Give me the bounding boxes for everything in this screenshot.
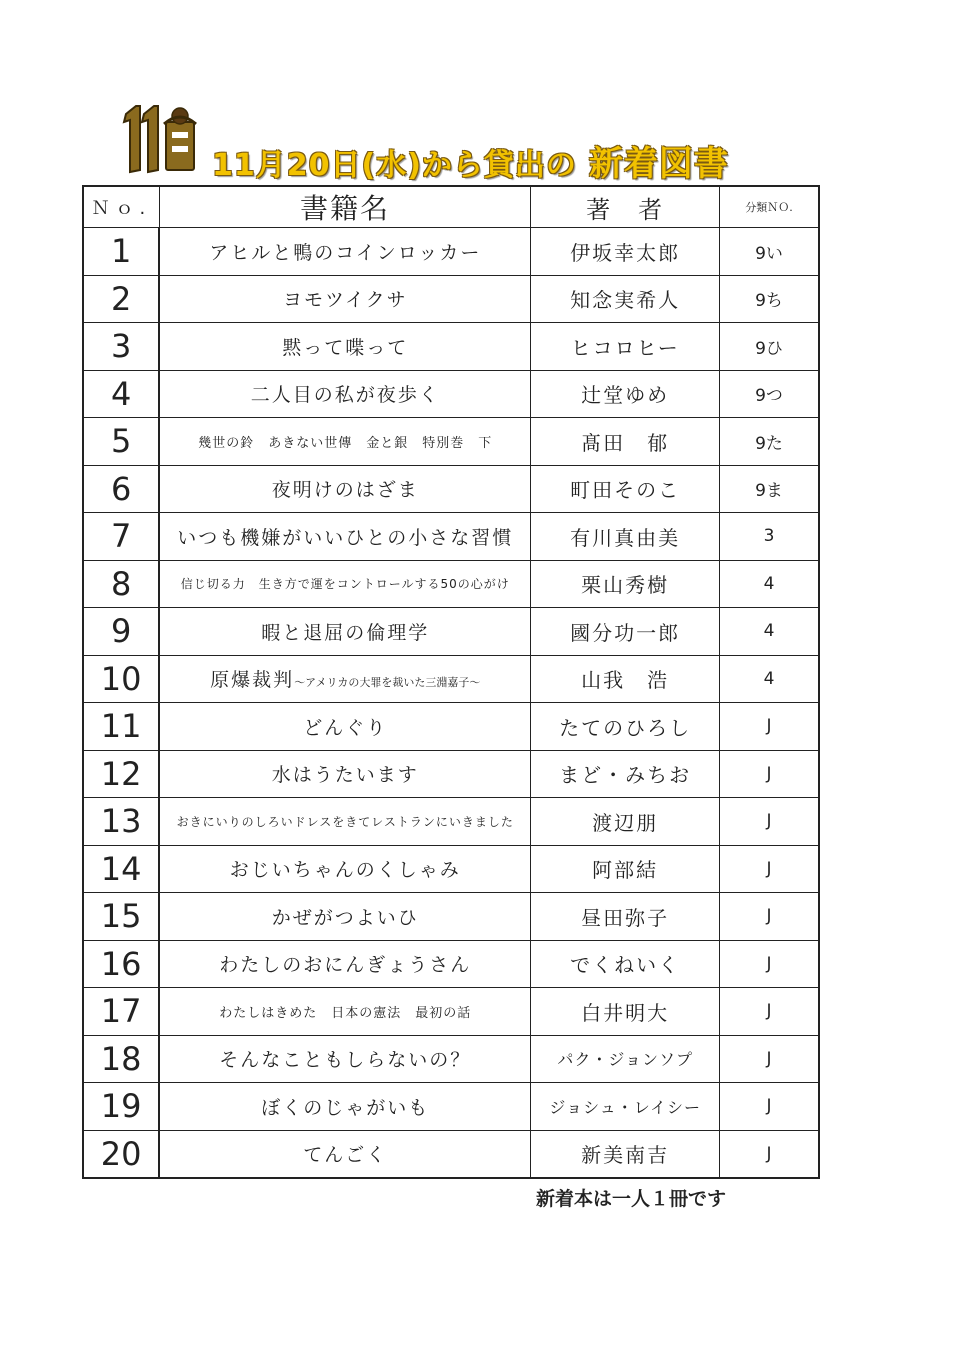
row-no: 15 bbox=[83, 893, 159, 941]
row-no: 11 bbox=[83, 703, 159, 751]
book-author: 伊坂幸太郎 bbox=[531, 228, 720, 276]
book-class: J bbox=[720, 798, 819, 846]
table-row bbox=[83, 465, 819, 513]
table-row bbox=[83, 703, 819, 751]
book-author: 町田そのこ bbox=[531, 465, 720, 513]
table-row bbox=[83, 1130, 819, 1178]
book-class: J bbox=[720, 1130, 819, 1178]
book-title: てんごく bbox=[159, 1130, 531, 1178]
book-class: 9ま bbox=[720, 465, 819, 513]
book-class: 4 bbox=[720, 655, 819, 703]
book-title: いつも機嫌がいいひとの小さな習慣 bbox=[159, 513, 531, 561]
row-no: 16 bbox=[83, 940, 159, 988]
book-class: J bbox=[720, 845, 819, 893]
header-author: 著 者 bbox=[531, 186, 720, 228]
book-class: 4 bbox=[720, 608, 819, 656]
new-books-table bbox=[82, 185, 820, 1179]
row-no: 1 bbox=[83, 228, 159, 276]
table-row bbox=[83, 275, 819, 323]
page-title bbox=[212, 136, 729, 184]
book-author: パク・ジョンソプ bbox=[531, 1035, 720, 1083]
book-class: 4 bbox=[720, 560, 819, 608]
book-class: J bbox=[720, 988, 819, 1036]
book-author: 白井明大 bbox=[531, 988, 720, 1036]
table-row bbox=[83, 845, 819, 893]
table-row bbox=[83, 1083, 819, 1131]
book-title: わたしのおにんぎょうさん bbox=[159, 940, 531, 988]
row-no: 18 bbox=[83, 1035, 159, 1083]
book-title: ヨモツイクサ bbox=[159, 275, 531, 323]
row-no: 19 bbox=[83, 1083, 159, 1131]
book-author: たてのひろし bbox=[531, 703, 720, 751]
book-class: 9ひ bbox=[720, 323, 819, 371]
book-author: でくねいく bbox=[531, 940, 720, 988]
row-no: 7 bbox=[83, 513, 159, 561]
row-no: 14 bbox=[83, 845, 159, 893]
book-class: 9つ bbox=[720, 370, 819, 418]
book-author: 山我 浩 bbox=[531, 655, 720, 703]
table-row bbox=[83, 893, 819, 941]
book-title: おきにいりのしろいドレスをきてレストランにいきました bbox=[159, 798, 531, 846]
book-title: ぼくのじゃがいも bbox=[159, 1083, 531, 1131]
row-no: 4 bbox=[83, 370, 159, 418]
table-row bbox=[83, 418, 819, 466]
header-title: 書籍名 bbox=[159, 186, 531, 228]
book-title: 夜明けのはざま bbox=[159, 465, 531, 513]
table-row bbox=[83, 1035, 819, 1083]
book-title: 二人目の私が夜歩く bbox=[159, 370, 531, 418]
table-row bbox=[83, 370, 819, 418]
book-author: 昼田弥子 bbox=[531, 893, 720, 941]
book-title: アヒルと鴨のコインロッカー bbox=[159, 228, 531, 276]
book-title: 暇と退屈の倫理学 bbox=[159, 608, 531, 656]
book-title: 原爆裁判 bbox=[210, 669, 295, 692]
table-row bbox=[83, 560, 819, 608]
table-row bbox=[83, 608, 819, 656]
table-row bbox=[83, 323, 819, 371]
book-author: ジョシュ・レイシー bbox=[531, 1083, 720, 1131]
footer-note: 新着本は一人１冊です bbox=[536, 1188, 727, 1210]
row-no: 13 bbox=[83, 798, 159, 846]
book-class: J bbox=[720, 940, 819, 988]
book-class: 9た bbox=[720, 418, 819, 466]
header-class: 分類ＮＯ. bbox=[720, 186, 819, 228]
book-title: おじいちゃんのくしゃみ bbox=[159, 845, 531, 893]
book-title: 幾世の鈴 あきない世傳 金と銀 特別巻 下 bbox=[159, 418, 531, 466]
table-row bbox=[83, 228, 819, 276]
row-no: 8 bbox=[83, 560, 159, 608]
month-logo bbox=[120, 100, 200, 178]
book-class: 3 bbox=[720, 513, 819, 561]
title-main: 新着図書 bbox=[588, 144, 729, 184]
row-no: 20 bbox=[83, 1130, 159, 1178]
table-row bbox=[83, 988, 819, 1036]
book-title: 水はうたいます bbox=[159, 750, 531, 798]
book-subtitle: ～アメリカの大罪を裁いた三淵嘉子～ bbox=[294, 676, 481, 690]
table-header-row bbox=[83, 186, 819, 228]
book-author: 辻堂ゆめ bbox=[531, 370, 720, 418]
book-title: どんぐり bbox=[159, 703, 531, 751]
row-no: 6 bbox=[83, 465, 159, 513]
book-class: J bbox=[720, 750, 819, 798]
row-no: 3 bbox=[83, 323, 159, 371]
table-row bbox=[83, 750, 819, 798]
table-row bbox=[83, 940, 819, 988]
book-author: まど・みちお bbox=[531, 750, 720, 798]
book-class: J bbox=[720, 703, 819, 751]
row-no: 10 bbox=[83, 655, 159, 703]
book-author: 栗山秀樹 bbox=[531, 560, 720, 608]
book-author: 有川真由美 bbox=[531, 513, 720, 561]
table-row bbox=[83, 655, 819, 703]
book-author: 渡辺朋 bbox=[531, 798, 720, 846]
book-author: ヒコロヒー bbox=[531, 323, 720, 371]
book-title: そんなこともしらないの？ bbox=[159, 1035, 531, 1083]
book-title: 信じ切る力 生き方で運をコントロールする50の心がけ bbox=[159, 560, 531, 608]
row-no: 5 bbox=[83, 418, 159, 466]
book-author: 國分功一郎 bbox=[531, 608, 720, 656]
book-class: J bbox=[720, 1083, 819, 1131]
book-title: かぜがつよいひ bbox=[159, 893, 531, 941]
book-title: 黙って喋って bbox=[159, 323, 531, 371]
title-prefix: 11月20日(水)から貸出の bbox=[212, 148, 577, 183]
book-class: 9い bbox=[720, 228, 819, 276]
book-class: 9ち bbox=[720, 275, 819, 323]
row-no: 9 bbox=[83, 608, 159, 656]
row-no: 12 bbox=[83, 750, 159, 798]
row-no: 2 bbox=[83, 275, 159, 323]
book-title-cell bbox=[159, 655, 531, 703]
table-row bbox=[83, 513, 819, 561]
book-author: 髙田 郁 bbox=[531, 418, 720, 466]
row-no: 17 bbox=[83, 988, 159, 1036]
header-no: Ｎｏ. bbox=[83, 186, 159, 228]
book-title: わたしはきめた 日本の憲法 最初の話 bbox=[159, 988, 531, 1036]
table-row bbox=[83, 798, 819, 846]
book-class: J bbox=[720, 893, 819, 941]
book-author: 新美南吉 bbox=[531, 1130, 720, 1178]
book-author: 阿部結 bbox=[531, 845, 720, 893]
book-class: J bbox=[720, 1035, 819, 1083]
book-author: 知念実希人 bbox=[531, 275, 720, 323]
